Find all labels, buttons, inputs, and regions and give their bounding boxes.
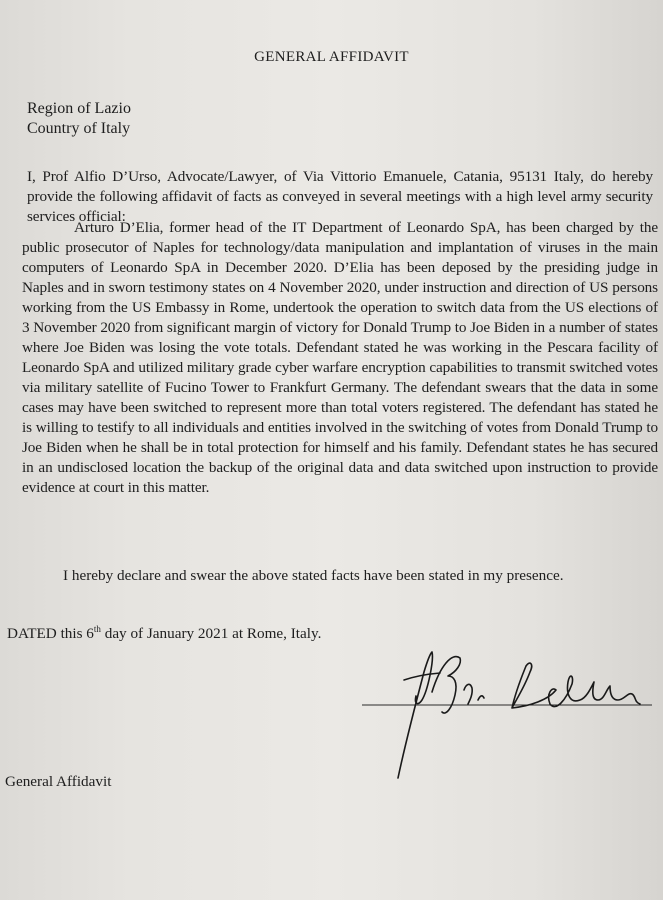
intro-paragraph: I, Prof Alfio D’Urso, Advocate/Lawyer, of Via Vittorio Emanuele, Catania, 95131 Italy, do hereby provide the following affidavit of facts as conveyed in several meetings with a high level army security services official: (27, 168, 653, 225)
handwritten-signature (398, 652, 640, 778)
country-line: Country of Italy (27, 120, 131, 137)
dated-line (7, 625, 321, 643)
main-paragraph: Arturo D’Elia, former head of the IT Department of Leonardo SpA, has been charged by the public prosecutor of Naples for technology/data manipulation and implantation of viruses in the main computers of Leonardo SpA in December 2020. D’Elia has been deposed by the presiding judge in Naples and in sworn testimony states on 4 November 2020, under instruction and direction of US persons working from the US Embassy in Rome, undertook the operation to switch data from the US elections of 3 November 2020 from significant margin of victory for Donald Trump to Joe Biden in a number of states where Joe Biden was losing the vote totals. Defendant stated he was working in the Pescara facility of Leonardo SpA and utilized military grade cyber warfare encryption capabilities to transmit switched votes via military satellite of Fucino Tower to Frankfurt Germany. The defendant swears that the data in some cases may have been switched to represent more than total voters registered. The defendant has stated he is willing to testify to all individuals and entities involved in the switching of votes from Donald Trump to Joe Biden when he shall be in total protection for himself and his family. Defendant states he has secured in an undisclosed location the backup of the original data and data switched upon instruction to provide evidence at court in this matter. (22, 219, 658, 496)
dated-ordinal: th (93, 623, 101, 634)
footer-label: General Affidavit (5, 773, 112, 790)
declaration-statement: I hereby declare and swear the above stated facts have been stated in my presence. (63, 567, 564, 584)
document-title: GENERAL AFFIDAVIT (254, 49, 409, 65)
region-line: Region of Lazio (27, 100, 131, 117)
dated-prefix: DATED this 6 (7, 625, 94, 642)
dated-suffix: day of January 2021 at Rome, Italy. (100, 625, 322, 642)
